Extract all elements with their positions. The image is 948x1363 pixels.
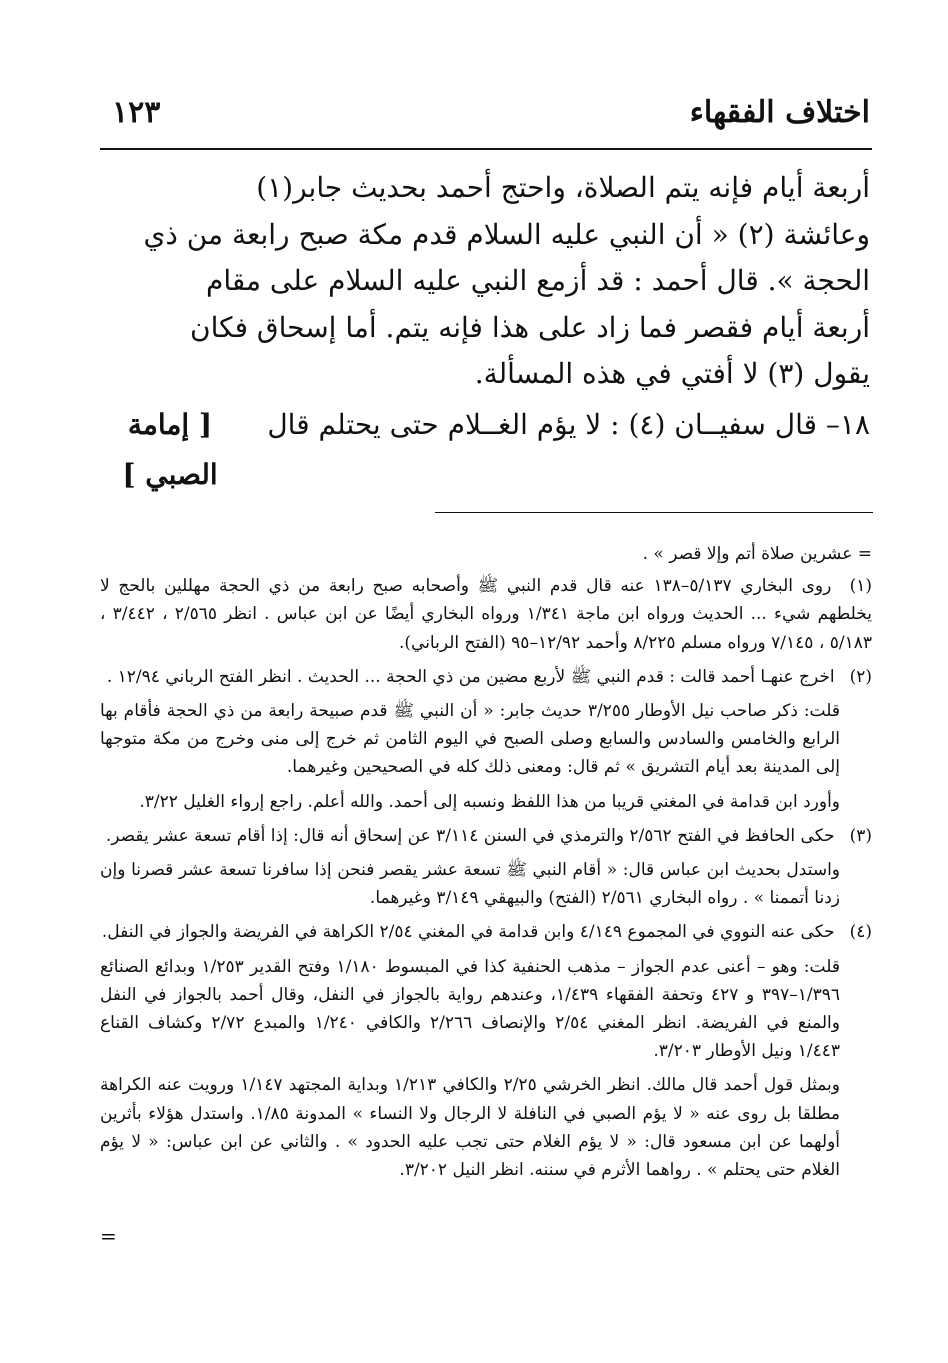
main-line: يقول (٣) لا أفتي في هذه المسألة.	[474, 357, 870, 390]
footnote-number: (٤)	[849, 922, 872, 943]
issue-paragraph	[265, 402, 870, 448]
footnote-2	[100, 663, 872, 691]
footnote-number: (٢)	[849, 666, 872, 687]
margin-heading	[120, 400, 220, 500]
footnote-text: حكى الحافظ في الفتح ٢/٥٦٢ والترمذي في السنن ٣/١١٤ عن إسحاق أنه قال: إذا أقام تسعة عشر يقصر.	[105, 825, 835, 846]
main-line: أربعة أيام فإنه يتم الصلاة، واحتج أحمد بحديث جابر(١)	[256, 171, 870, 204]
footnote-continuation: = عشرين صلاة أتم وإلا قصر » .	[642, 544, 872, 564]
running-title: اختلاف الفقهاء	[689, 95, 870, 130]
footnote-3	[100, 822, 872, 850]
footnote-1	[100, 572, 872, 657]
footnote-text: اخرج عنهـا أحمد قالت : قدم النبي ﷺ لأربع مضين من ذي الحجة ... الحديث . انظر الفتح الرباني ١٢/٩٤ .	[106, 666, 835, 687]
main-line: وعائشة (٢) « أن النبي عليه السلام قدم مكة صبح رابعة من ذي	[143, 217, 870, 251]
footnote-2-note: قلت: ذكر صاحب نيل الأوطار ٣/٢٥٥ حديث جابر: « أن النبي ﷺ قدم صبيحة رابعة من ذي الحجة فأقام بها الرابع والخامس والسادس والسابع وصلى الصبح في اليوم الثامن ثم خرج إلى منى وخرج من مكة متوجها إلى المدينة بعد أيام التشريق » ثم قال: ومعنى ذلك كله في الصحيحين وغيرهما.	[100, 701, 841, 778]
main-line: الحجة ». قال أحمد : قد أزمع النبي عليه السلام على مقام	[205, 264, 870, 297]
footnote-text: روى البخاري ٥/١٣٧–١٣٨ عنه قال قدم النبي ﷺ وأصحابه صبح رابعة من ذي الحجة مهللين بالحج لا يخلطهم شيء ... الحديث ورواه ابن ماجة ١/٣٤١ ورواه البخاري أيضًا عن ابن عباس . انظر ٢/٥٦٥ ، ٣/٤٤٢ ، ٥/١٨٣ ، ٧/١٤٥ ورواه مسلم ٨/٢٢٥ وأحمد ١٢/٩٢–٩٥ (الفتح الرباني).	[100, 576, 873, 653]
footnote-4	[100, 918, 872, 946]
footnote-number: (٣)	[849, 825, 872, 846]
footnote-rule	[435, 512, 873, 513]
margin-heading-line: الصبي ]	[122, 458, 218, 491]
continuation-mark: =	[100, 1224, 117, 1248]
footnote-number: (١)	[849, 576, 873, 597]
footnote-text: حكى عنه النووي في المجموع ٤/١٤٩ وابن قدامة في المغني ٢/٥٤ الكراهة في الفريضة والجواز في النفل.	[101, 922, 835, 943]
footnote-4-note: وبمثل قول أحمد قال مالك. انظر الخرشي ٢/٢٥ والكافي ١/٢١٣ وبداية المجتهد ١/١٤٧ ورويت عنه الكراهة مطلقا بل روى عنه « لا يؤم الصبي في النافلة لا الرجال ولا النساء » المدونة ١/٨٥. واستدل هؤلاء بأثرين أولهما عن ابن مسعود قال: « لا يؤم الغلام حتى تجب عليه الحدود » . والثاني عن ابن عباس: « لا يؤم الغلام حتى يحتلم » . رواهما الأثرم في سننه. انظر النيل ٣/٢٠٢.	[100, 1075, 841, 1181]
page-header	[100, 95, 870, 145]
main-line: أربعة أيام فقصر فما زاد على هذا فإنه يتم. أما إسحاق فكان	[190, 310, 870, 344]
header-rule	[100, 148, 872, 150]
footnote-4-note: قلت: وهو – أعنى عدم الجواز – مذهب الحنفية كذا في المبسوط ١/١٨٠ وفتح القدير ١/٢٥٣ وبدائع الصنائع ١/٣٩٦–٣٩٧ و ٤٢٧ وتحفة الفقهاء ١/٤٣٩، وعندهم رواية بالجواز في النفل، وقال أحمد بالجواز في النفل والمنع في الفريضة. انظر المغني ٢/٥٤ والإنصاف ٢/٢٦٦ والكافي ١/٢٤٠ والمبدع ٢/٧٢ وكشاف القناع ١/٤٤٣ ونيل الأوطار ٣/٢٠٣.	[100, 956, 840, 1062]
issue-line: ١٨– قال سفيــان (٤) : لا يؤم الغــلام حتى يحتلم قال	[267, 408, 870, 441]
page-number: ١٢٣	[112, 95, 161, 130]
main-text	[143, 165, 870, 398]
footnotes	[100, 540, 872, 1190]
footnote-2-note: وأورد ابن قدامة في المغني قريبا من هذا اللفظ ونسبه إلى أحمد. والله أعلم. راجع إرواء الغليل ٣/٢٢.	[139, 791, 840, 812]
footnote-3-note: واستدل بحديث ابن عباس قال: « أقام النبي ﷺ تسعة عشر يقصر فنحن إذا سافرنا تسعة عشر قصرنا وإن زدنا أتممنا » . رواه البخاري ٢/٥٦١ (الفتح) والبيهقي ٣/١٤٩ وغيرهما.	[100, 860, 840, 909]
margin-heading-line: [ إمامة	[127, 408, 213, 441]
